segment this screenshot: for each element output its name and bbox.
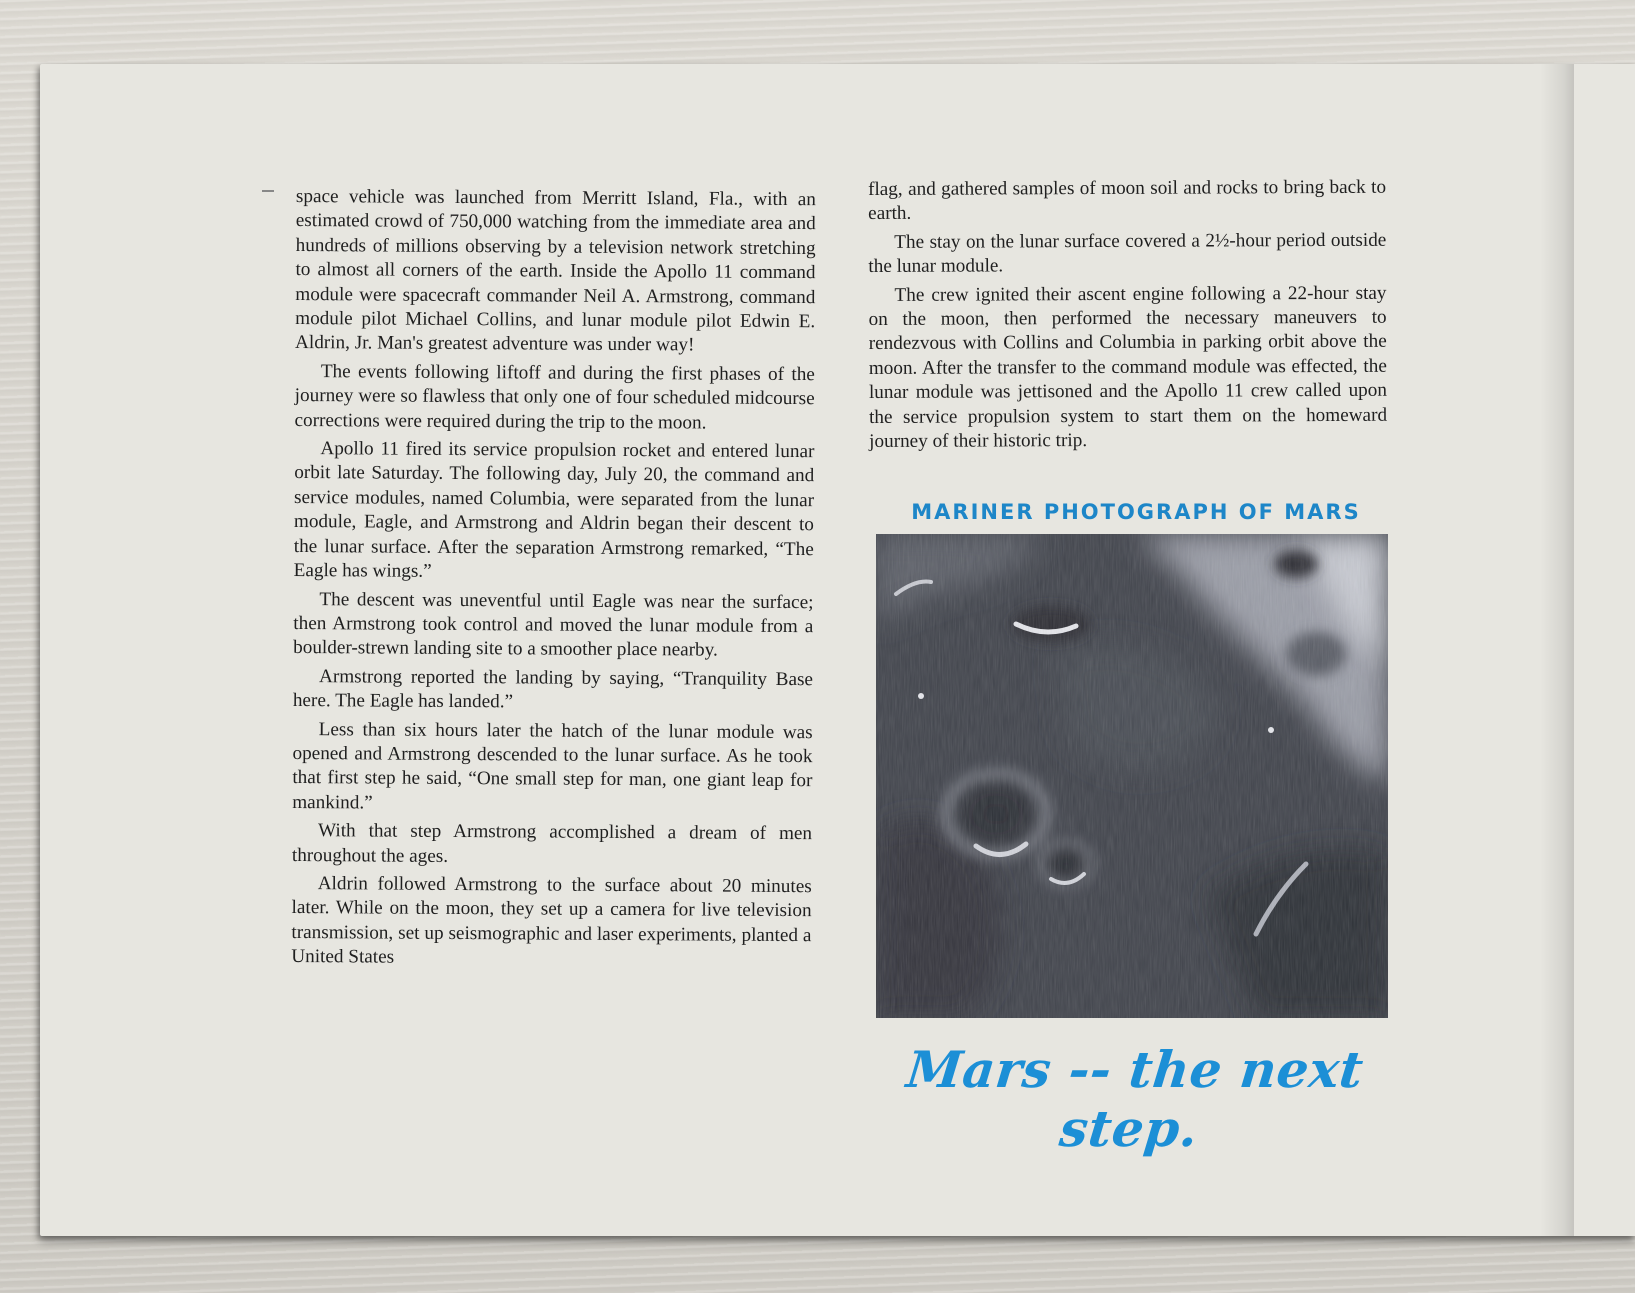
slogan-heading: Mars -- the next step.: [903, 1040, 1367, 1158]
paragraph: Less than six hours later the hatch of the lunar module was opened and Armstrong descended to the lunar surface. As he took that first step he said, “One small step for man, one giant leap for mankind.”: [292, 718, 813, 814]
paragraph: The stay on the lunar surface covered a 2½-hour period outside the lunar module.: [868, 229, 1387, 278]
mars-surface-image: [876, 534, 1388, 1018]
spine-shadow: [1540, 64, 1574, 1236]
margin-mark: [262, 190, 274, 192]
paragraph: The events following liftoff and during the first phases of the journey were so flawless that only one of four scheduled midcourse corrections were required during the trip to the moon.: [294, 360, 815, 434]
photo-caption: MARINER PHOTOGRAPH OF MARS: [911, 500, 1361, 524]
paragraph: flag, and gathered samples of moon soil and rocks to bring back to earth.: [868, 176, 1387, 225]
paragraph: space vehicle was launched from Merritt Island, Fla., with an estimated crowd of 750,000 watching from the immediate area and hundreds of millions observing by a television network stretching to almost all corners of the earth. Inside the Apollo 11 command module were spacecraft commander Neil A. Armstrong, command module pilot Michael Collins, and lunar module pilot Edwin E. Aldrin, Jr. Man's greatest adventure was under way!: [294, 185, 816, 356]
paragraph: Aldrin followed Armstrong to the surface about 20 minutes later. While on the moon, they set up a camera for live television transmission, set up seismographic and laser experiments, planted a United States: [291, 873, 812, 968]
paragraph: The descent was uneventful until Eagle was near the surface; then Armstrong took control and moved the lunar module from a boulder-strewn landing site to a smoother place nearby.: [293, 588, 814, 661]
paragraph: With that step Armstrong accomplished a dream of men throughout the ages.: [291, 820, 813, 867]
mars-photograph: [876, 534, 1388, 1018]
paragraph: Apollo 11 fired its service propulsion rocket and entered lunar orbit late Saturday. The following day, July 20, the command and service modules, named Columbia, were separated from the lunar module, Eagle, and Armstrong and Aldrin began their descent to the lunar surface. After the separation Armstrong remarked, “The Eagle has wings.”: [293, 438, 815, 582]
left-text-column: [291, 185, 816, 977]
paragraph: The crew ignited their ascent engine following a 22-hour stay on the moon, then performed the necessary maneuvers to rendezvous with Collins and Columbia in parking orbit above the moon. After the transfer to the command module was effected, the lunar module was jettisoned and the Apollo 11 crew called upon the service propulsion system to start them on the homeward journey of their historic trip.: [868, 282, 1388, 453]
right-text-column: [868, 176, 1387, 459]
paragraph: Armstrong reported the landing by saying, “Tranquility Base here. The Eagle has landed.”: [292, 665, 814, 713]
